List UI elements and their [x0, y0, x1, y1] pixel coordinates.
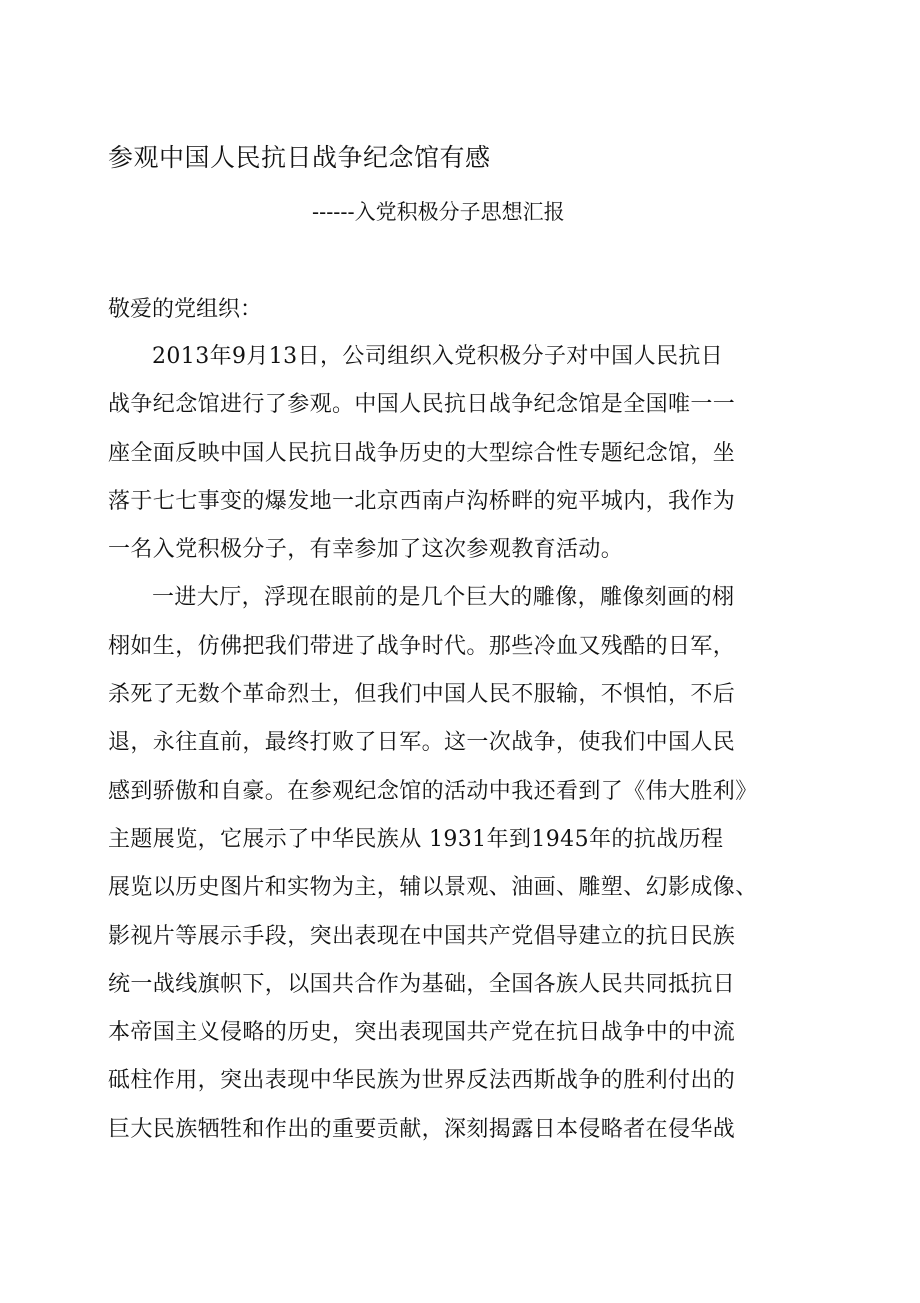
body-line: 感到骄傲和自豪。在参观纪念馆的活动中我还看到了《伟大胜利》	[108, 778, 758, 804]
body-line: 巨大民族牺牲和作出的重要贡献，深刻揭露日本侵略者在侵华战	[108, 1116, 736, 1142]
document-title: 参观中国人民抗日战争纪念馆有感	[108, 143, 491, 172]
body-line: 退，永往直前，最终打败了日军。这一次战争，使我们中国人民	[108, 730, 736, 756]
body-line: 砥柱作用，突出表现中华民族为世界反法西斯战争的胜利付出的	[108, 1068, 736, 1094]
body-line: 落于七七事变的爆发地一北京西南卢沟桥畔的宛平城内，我作为	[108, 488, 736, 514]
body-line: 座全面反映中国人民抗日战争历史的大型综合性专题纪念馆，坐	[108, 440, 736, 466]
body-line: 统一战线旗帜下，以国共合作为基础，全国各族人民共同抵抗日	[108, 971, 736, 997]
body-line: 展览以历史图片和实物为主，辅以景观、油画、雕塑、幻影成像、	[108, 875, 758, 901]
body-line: 栩如生，仿佛把我们带进了战争时代。那些冷血又残酷的日军，	[108, 633, 736, 659]
body-line: 主题展览，它展示了中华民族从 1931年到1945年的抗战历程	[108, 826, 724, 852]
body-line: 杀死了无数个革命烈士，但我们中国人民不服输，不惧怕，不后	[108, 682, 736, 708]
body-line: 一进大厅，浮现在眼前的是几个巨大的雕像，雕像刻画的栩	[152, 585, 735, 611]
body-line: 战争纪念馆进行了参观。中国人民抗日战争纪念馆是全国唯一一	[108, 392, 736, 418]
salutation: 敬爱的党组织：	[108, 297, 263, 322]
document-subtitle: ------入党积极分子思想汇报	[312, 200, 565, 224]
body-line: 2013年9月13日，公司组织入党积极分子对中国人民抗日	[152, 344, 724, 369]
body-line: 本帝国主义侵略的历史，突出表现国共产党在抗日战争中的中流	[108, 1020, 736, 1046]
body-line: 影视片等展示手段，突出表现在中国共产党倡导建立的抗日民族	[108, 923, 736, 949]
body-line: 一名入党积极分子，有幸参加了这次参观教育活动。	[108, 537, 624, 563]
body-text	[108, 340, 768, 1161]
